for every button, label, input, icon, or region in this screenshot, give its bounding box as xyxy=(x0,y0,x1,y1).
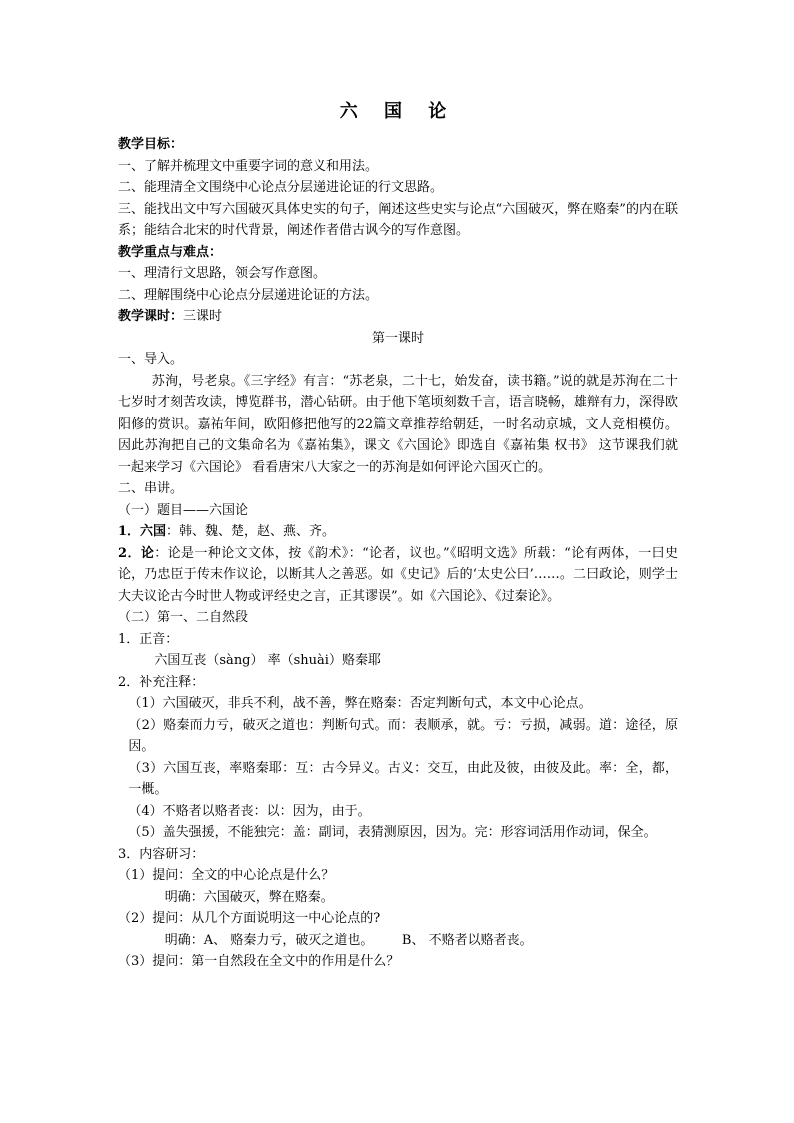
item-six-states-label: 1．六国 xyxy=(118,524,167,539)
note-item-1: （1）六国破灭，非兵不利，战不善，弊在赂秦：否定判断句式，本文中心论点。 xyxy=(128,696,592,711)
hours-line xyxy=(118,306,678,328)
hours-value: 三课时 xyxy=(183,309,223,324)
pronunciation-heading: 1．正音： xyxy=(118,631,179,647)
intro-paragraph: 苏洵，号老泉。《三字经》有言：“苏老泉，二十七，始发奋，读书籍。”说的就是苏洵在二十七岁时才刻苦攻读，博览群书，潜心钻研。由于他下笔顷刻数千言，语言晓畅，雄辩有力，深得欧阳修的赏识。嘉祐年间，欧阳修把他写的22篇文章推荐给朝廷，一时名动京城，文人竞相模仿。因此苏洵把自己的文集命名为《嘉祐集》，课文《六国论》即选自《嘉祐集 权书》 这节课我们就一起来学习《六国论》 看看唐宋八大家之一的苏洵是如何评论六国灭亡的。 xyxy=(118,373,678,475)
item-lun-label: 2．论 xyxy=(118,545,155,561)
answer-2 xyxy=(118,930,678,952)
answer-1: 明确：六国破灭，弊在赂秦。 xyxy=(164,889,334,905)
document-page xyxy=(118,100,678,973)
note-item-5: （5）盖失强援，不能独完：盖：副词，表猜测原因，因为。完：形容词活用作动词，保全。 xyxy=(128,825,657,840)
document-title: 六 国 论 xyxy=(339,101,457,122)
notes-heading: 2．补充注释： xyxy=(118,674,205,690)
goal-item-2: 二、能理清全文围绕中心论点分层递进论证的行文思路。 xyxy=(118,180,444,195)
item-lun-text: ：论是一种论文文体，按《韵术》：“论者，议也。”《昭明文选》所载：“论有两体，一曰史论，乃忠臣于传末作议论，以断其人之善恶。如《史记》后的‘太史公曰’……。二曰政论，则学士大夫议论古今时世人物或评经史之言，正其谬误”。如《六国论》、《过秦论》。 xyxy=(118,545,678,604)
answer-2-part-b: B、 不赂者以赂者丧。 xyxy=(401,932,533,948)
hours-label: 教学课时： xyxy=(118,309,184,324)
item-six-states-text: ：韩、魏、楚，赵、燕、齐。 xyxy=(166,524,336,539)
subsection-title: （一）题目——六国论 xyxy=(118,502,249,518)
keypoint-item-2: 二、理解围绕中心论点分层递进论证的方法。 xyxy=(118,287,379,303)
keypoints-heading: 教学重点与难点： xyxy=(118,244,223,260)
question-2: （2）提问：从几个方面说明这一中心论点的? xyxy=(118,911,381,926)
answer-2-part-a: 明确：A、 赂秦力亏，破灭之道也。 xyxy=(164,932,374,948)
note-item-3: （3）六国互丧，率赂秦耶：互：古今异义。古义：交互，由此及彼，由彼及此。率：全，都，一概。 xyxy=(128,760,678,797)
item-six-states xyxy=(118,521,678,543)
item-lun xyxy=(118,543,678,608)
goal-item-1: 一、了解并梳理文中重要字词的意义和用法。 xyxy=(118,158,379,174)
note-item-4: （4）不赂者以赂者丧：以：因为，由于。 xyxy=(128,803,371,819)
goal-item-3: 三、能找出文中写六国破灭具体史实的句子，阐述这些史实与论点“六国破灭，弊在赂秦”的内在联系；能结合北宋的时代背景，阐述作者借古讽今的写作意图。 xyxy=(118,201,678,238)
question-3: （3）提问：第一自然段在全文中的作用是什么？ xyxy=(118,954,400,969)
goals-heading: 教学目标： xyxy=(118,137,184,152)
intro-heading: 一、导入。 xyxy=(118,352,184,367)
part2-heading: 二、串讲。 xyxy=(118,481,184,496)
subsection-paragraphs: （二）第一、二自然段 xyxy=(118,610,249,625)
keypoint-item-1: 一、理清行文思路，领会写作意图。 xyxy=(118,266,327,281)
question-1: （1）提问：全文的中心论点是什么？ xyxy=(118,868,335,883)
note-item-2: （2）赂秦而力亏，破灭之道也：判断句式。而：表顺承，就。亏：亏损，减弱。道：途径，原因。 xyxy=(128,717,678,754)
study-heading: 3．内容研习： xyxy=(118,846,205,862)
lesson-heading: 第一课时 xyxy=(371,330,424,346)
pronunciation-text: 六国互丧（sàng） 率（shuài）赂秦耶 xyxy=(154,653,381,668)
